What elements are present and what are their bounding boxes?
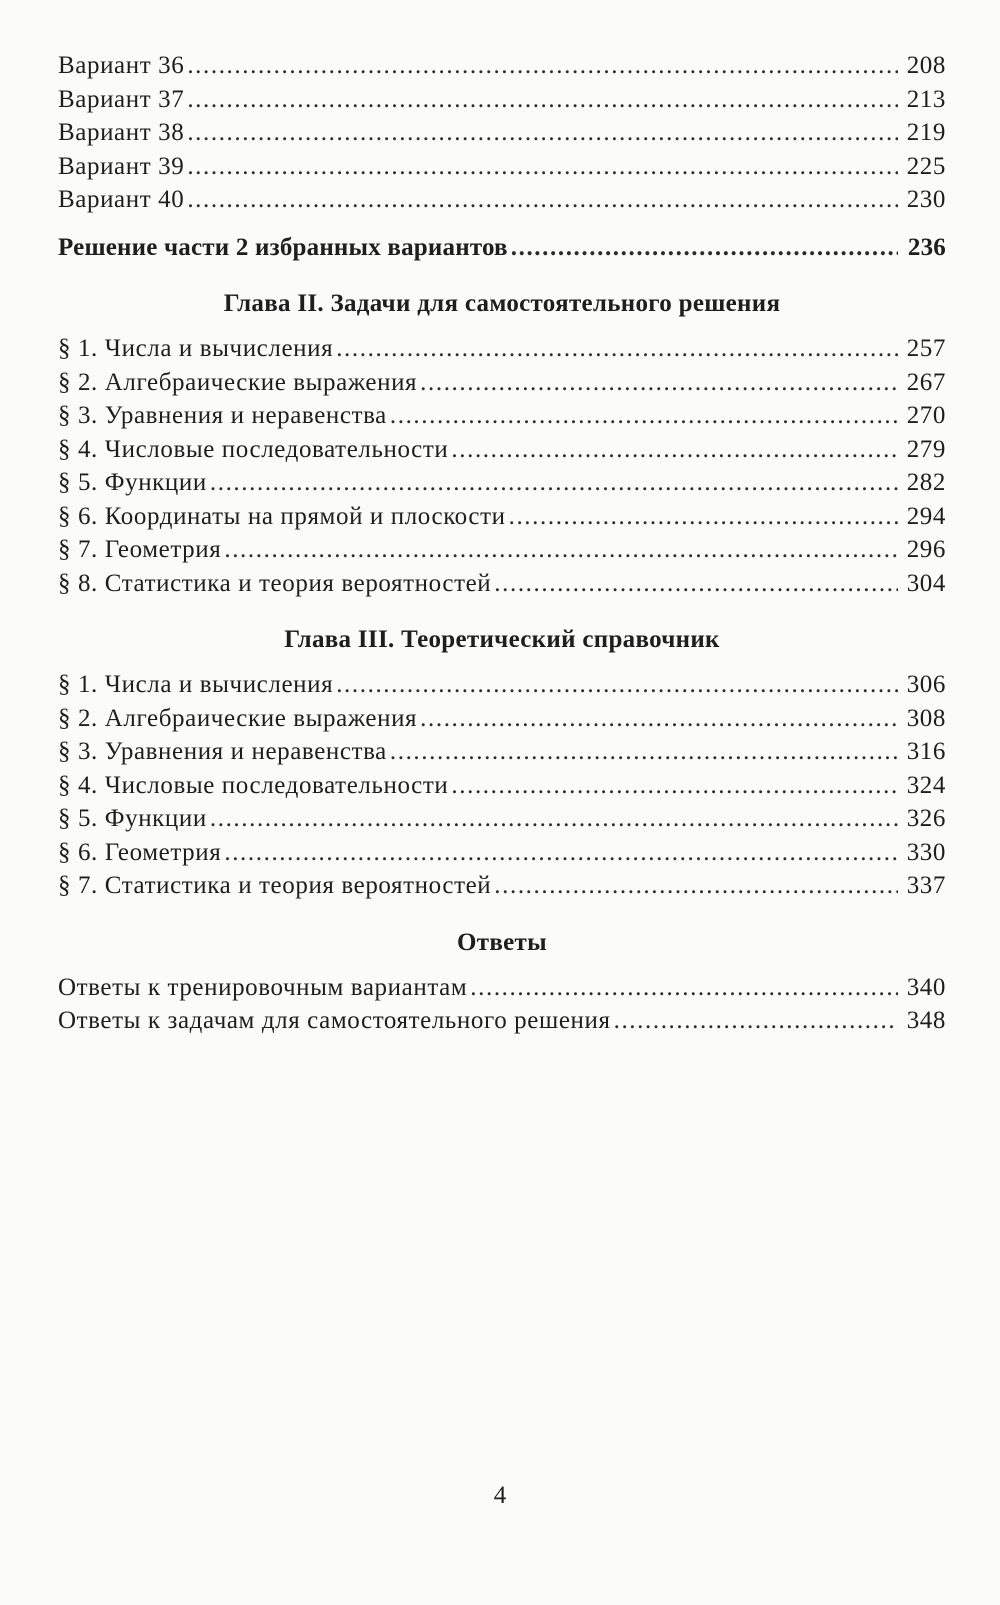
toc-entry-title: § 2. Алгебраические выражения: [58, 368, 418, 396]
toc-entry-title: Вариант 36: [58, 52, 185, 79]
toc-entry-page: 330: [906, 838, 946, 866]
toc-entry-title: § 4. Числовые последовательности: [58, 435, 449, 463]
dot-leader: [224, 839, 898, 867]
toc-entry-page: 282: [906, 469, 946, 496]
spacer: [58, 906, 946, 926]
toc-entry-page: 279: [906, 435, 946, 463]
chapter-3-list: [58, 671, 946, 906]
toc-entry-title: § 3. Уравнения и неравенства: [58, 738, 387, 765]
toc-entry[interactable]: [58, 469, 946, 503]
toc-entry-title: Вариант 37: [58, 85, 185, 113]
toc-entry[interactable]: [58, 738, 946, 772]
dot-leader: [451, 772, 898, 800]
spacer: [58, 960, 946, 974]
dot-leader: [187, 153, 898, 181]
toc-entry[interactable]: [58, 186, 946, 220]
dot-leader: [470, 974, 898, 1002]
toc-entry-page: 304: [906, 569, 946, 597]
toc-entry[interactable]: [58, 1007, 946, 1041]
dot-leader: [336, 671, 898, 699]
toc-entry[interactable]: [58, 805, 946, 839]
toc-entry-title: § 2. Алгебраические выражения: [58, 704, 418, 732]
toc-entry-page: 225: [906, 152, 946, 180]
toc-entry-title: § 7. Геометрия: [58, 536, 222, 563]
toc-entry-page: 230: [906, 186, 946, 213]
answers-list: [58, 974, 946, 1041]
variants-list: [58, 52, 946, 220]
toc-entry-page: 306: [906, 671, 946, 698]
toc-entry[interactable]: [58, 369, 946, 403]
dot-leader: [336, 335, 898, 363]
dot-leader: [187, 119, 898, 147]
dot-leader: [509, 503, 898, 531]
dot-leader: [451, 436, 898, 464]
toc-entry-title: Вариант 40: [58, 186, 185, 213]
toc-entry-title: § 3. Уравнения и неравенства: [58, 402, 387, 429]
toc-entry-title: § 4. Числовые последовательности: [58, 771, 449, 799]
dot-leader: [494, 872, 898, 900]
toc-entry[interactable]: [58, 671, 946, 705]
toc-entry-page: 208: [906, 52, 946, 79]
toc-entry-page: 213: [906, 85, 946, 113]
toc-entry[interactable]: [58, 772, 946, 806]
toc-entry-page: 337: [906, 872, 946, 899]
dot-leader: [614, 1007, 898, 1035]
dot-leader: [187, 86, 898, 114]
toc-entry-page: 219: [906, 119, 946, 146]
toc-entry-page: 257: [906, 335, 946, 362]
toc-entry-title: § 1. Числа и вычисления: [58, 671, 334, 698]
toc-entry[interactable]: [58, 872, 946, 906]
spacer: [58, 657, 946, 671]
dot-leader: [224, 536, 898, 564]
spacer: [58, 603, 946, 623]
toc-entry-title: Ответы к задачам для самостоятельного решения: [58, 1007, 611, 1034]
spacer: [58, 220, 946, 234]
toc-entry-title: § 8. Статистика и теория вероятностей: [58, 569, 492, 597]
toc-entry-title: Ответы к тренировочным вариантам: [58, 973, 468, 1001]
toc-entry[interactable]: [58, 52, 946, 86]
toc-entry[interactable]: [58, 705, 946, 739]
page-number: 4: [493, 1482, 507, 1509]
chapter-3-heading: Глава III. Теоретический справочник: [284, 626, 720, 653]
toc-entry-title: § 5. Функции: [58, 805, 207, 832]
toc-entry[interactable]: [58, 436, 946, 470]
dot-leader: [187, 52, 898, 80]
toc-entry[interactable]: [58, 119, 946, 153]
toc-entry-page: 270: [906, 402, 946, 429]
table-of-contents: [58, 52, 946, 1041]
toc-entry-page: 316: [906, 738, 946, 765]
toc-entry-solutions[interactable]: [58, 234, 946, 268]
toc-entry-title: § 5. Функции: [58, 469, 207, 496]
toc-entry-title: § 1. Числа и вычисления: [58, 335, 334, 362]
dot-leader: [390, 402, 898, 430]
toc-entry[interactable]: [58, 153, 946, 187]
toc-entry[interactable]: [58, 503, 946, 537]
dot-leader: [494, 570, 898, 598]
toc-entry-page: 324: [906, 771, 946, 799]
toc-entry[interactable]: [58, 86, 946, 120]
dot-leader: [390, 738, 898, 766]
spacer: [58, 321, 946, 335]
toc-entry-page: 236: [907, 233, 946, 261]
spacer: [58, 267, 946, 287]
dot-leader: [511, 234, 898, 262]
toc-entry-page: 296: [906, 536, 946, 563]
toc-entry-title: § 6. Геометрия: [58, 838, 222, 866]
toc-entry-title: Решение части 2 избранных вариантов: [58, 233, 508, 261]
dot-leader: [210, 805, 898, 833]
dot-leader: [420, 705, 898, 733]
chapter-2-list: [58, 335, 946, 603]
toc-entry[interactable]: [58, 402, 946, 436]
toc-entry-title: Вариант 38: [58, 119, 185, 146]
toc-entry-page: 326: [906, 805, 946, 832]
toc-entry[interactable]: [58, 335, 946, 369]
toc-entry[interactable]: [58, 570, 946, 604]
toc-entry-page: 340: [906, 973, 946, 1001]
toc-entry-page: 308: [906, 704, 946, 732]
toc-entry[interactable]: [58, 839, 946, 873]
dot-leader: [187, 186, 898, 214]
toc-entry-page: 348: [906, 1007, 946, 1034]
toc-entry-title: Вариант 39: [58, 152, 185, 180]
toc-entry-page: 294: [906, 502, 946, 530]
answers-heading: Ответы: [457, 928, 547, 956]
toc-entry-page: 267: [906, 368, 946, 396]
toc-entry-title: § 7. Статистика и теория вероятностей: [58, 872, 492, 899]
chapter-2-heading: Глава II. Задачи для самостоятельного решения: [223, 290, 781, 317]
toc-entry[interactable]: [58, 974, 946, 1008]
toc-entry[interactable]: [58, 536, 946, 570]
toc-entry-title: § 6. Координаты на прямой и плоскости: [58, 502, 506, 530]
dot-leader: [420, 369, 898, 397]
dot-leader: [210, 469, 898, 497]
